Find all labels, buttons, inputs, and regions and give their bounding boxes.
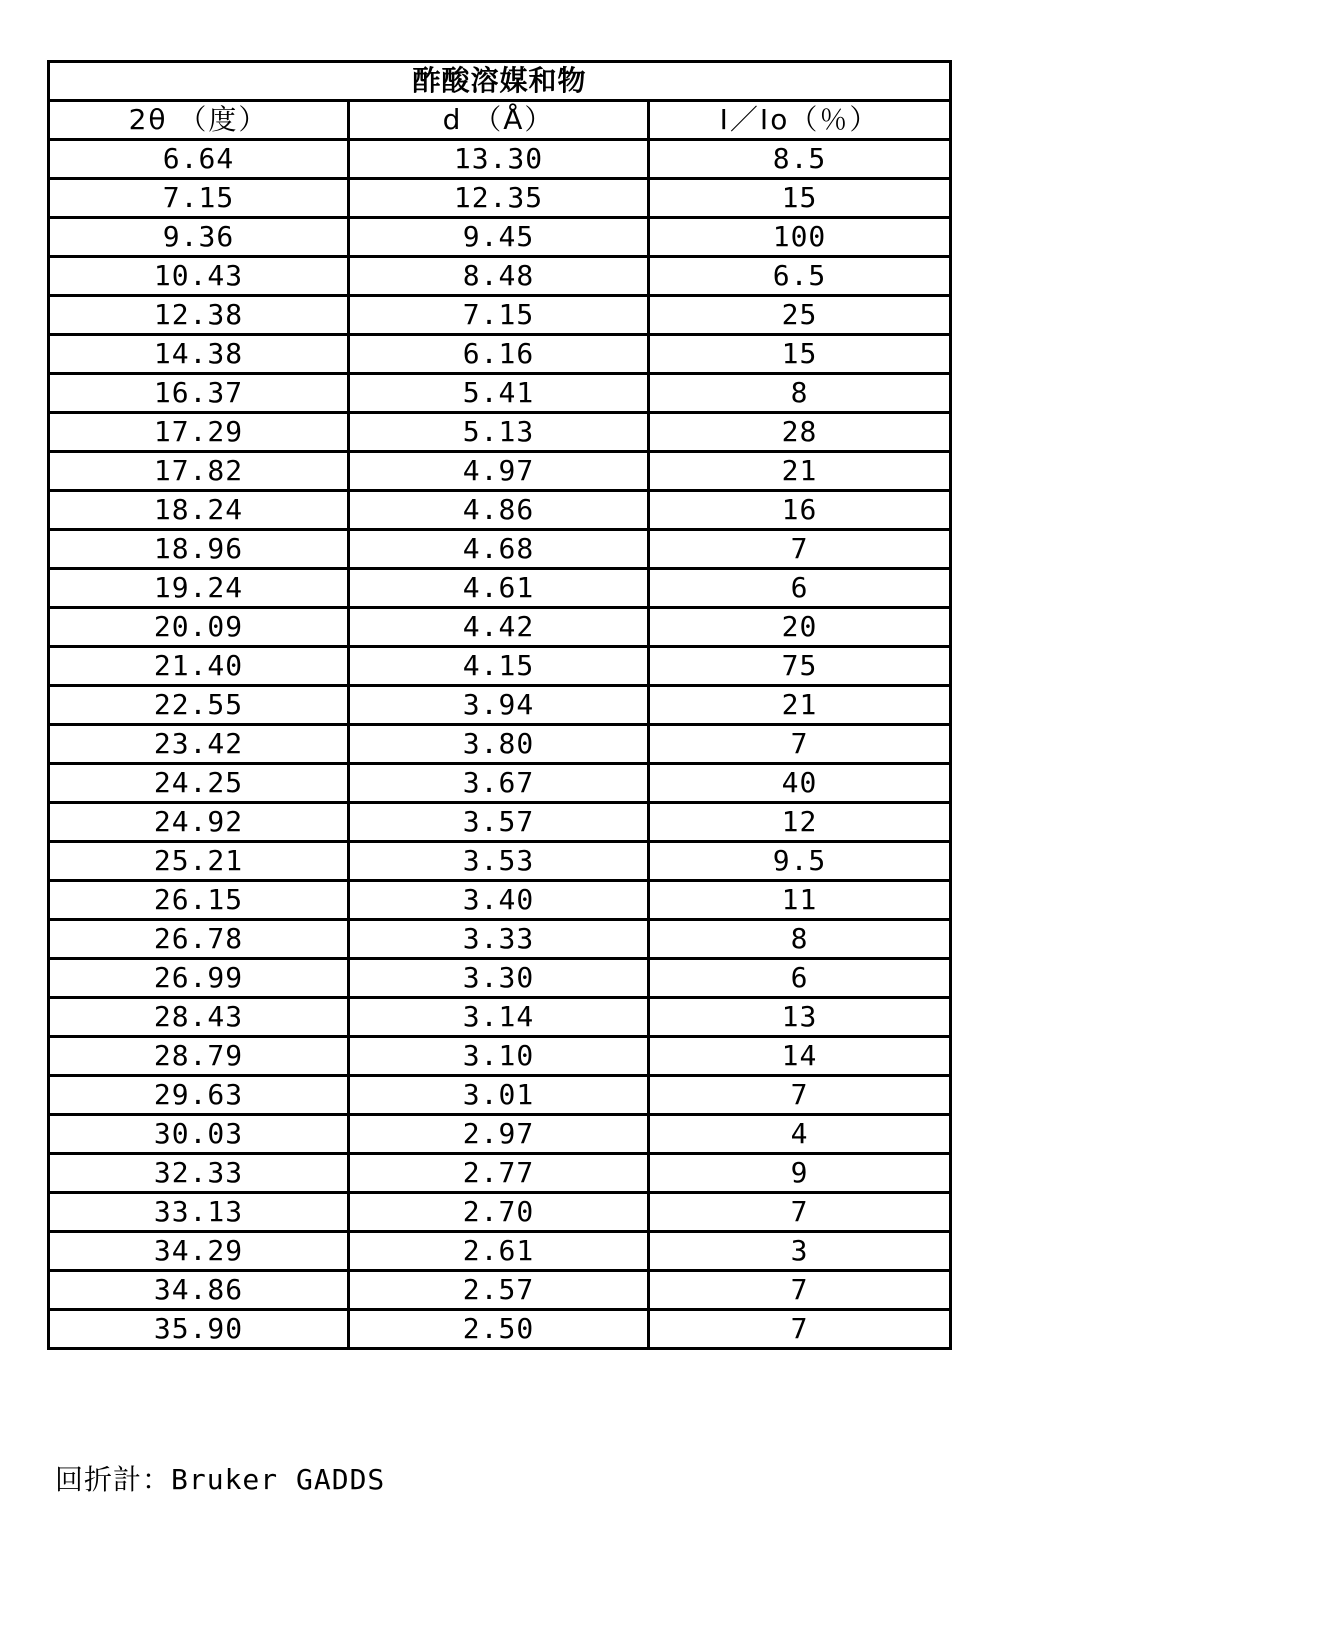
cell-two-theta: 17.29 bbox=[49, 413, 349, 452]
cell-two-theta: 24.25 bbox=[49, 764, 349, 803]
cell-relative-intensity: 9.5 bbox=[649, 842, 951, 881]
cell-relative-intensity: 7 bbox=[649, 1271, 951, 1310]
cell-d-spacing: 3.67 bbox=[349, 764, 649, 803]
cell-d-spacing: 3.40 bbox=[349, 881, 649, 920]
cell-d-spacing: 2.61 bbox=[349, 1232, 649, 1271]
table-row bbox=[49, 257, 951, 296]
cell-d-spacing: 4.15 bbox=[349, 647, 649, 686]
cell-d-spacing: 4.61 bbox=[349, 569, 649, 608]
table-row bbox=[49, 1154, 951, 1193]
cell-d-spacing: 3.30 bbox=[349, 959, 649, 998]
cell-relative-intensity: 7 bbox=[649, 1193, 951, 1232]
cell-relative-intensity: 7 bbox=[649, 1310, 951, 1349]
table-row bbox=[49, 998, 951, 1037]
table-row bbox=[49, 1310, 951, 1349]
cell-two-theta: 18.24 bbox=[49, 491, 349, 530]
cell-d-spacing: 2.97 bbox=[349, 1115, 649, 1154]
table-title-row bbox=[49, 62, 951, 101]
table-row bbox=[49, 725, 951, 764]
cell-two-theta: 26.78 bbox=[49, 920, 349, 959]
cell-two-theta: 34.29 bbox=[49, 1232, 349, 1271]
cell-d-spacing: 2.77 bbox=[349, 1154, 649, 1193]
table-row bbox=[49, 530, 951, 569]
cell-d-spacing: 3.14 bbox=[349, 998, 649, 1037]
cell-relative-intensity: 9 bbox=[649, 1154, 951, 1193]
table-row bbox=[49, 1076, 951, 1115]
cell-two-theta: 32.33 bbox=[49, 1154, 349, 1193]
table-body bbox=[49, 140, 951, 1349]
cell-d-spacing: 13.30 bbox=[349, 140, 649, 179]
cell-two-theta: 9.36 bbox=[49, 218, 349, 257]
table-row bbox=[49, 803, 951, 842]
cell-two-theta: 17.82 bbox=[49, 452, 349, 491]
cell-two-theta: 10.43 bbox=[49, 257, 349, 296]
table-row bbox=[49, 296, 951, 335]
cell-d-spacing: 2.50 bbox=[349, 1310, 649, 1349]
cell-d-spacing: 6.16 bbox=[349, 335, 649, 374]
cell-two-theta: 16.37 bbox=[49, 374, 349, 413]
cell-d-spacing: 12.35 bbox=[349, 179, 649, 218]
cell-d-spacing: 7.15 bbox=[349, 296, 649, 335]
cell-relative-intensity: 8.5 bbox=[649, 140, 951, 179]
table-row bbox=[49, 608, 951, 647]
cell-relative-intensity: 7 bbox=[649, 725, 951, 764]
table-header-row bbox=[49, 101, 951, 140]
cell-two-theta: 34.86 bbox=[49, 1271, 349, 1310]
cell-d-spacing: 2.70 bbox=[349, 1193, 649, 1232]
cell-relative-intensity: 25 bbox=[649, 296, 951, 335]
cell-two-theta: 35.90 bbox=[49, 1310, 349, 1349]
cell-two-theta: 14.38 bbox=[49, 335, 349, 374]
column-header-two-theta: 2θ （度） bbox=[49, 101, 349, 140]
table-row bbox=[49, 881, 951, 920]
cell-two-theta: 18.96 bbox=[49, 530, 349, 569]
table-row bbox=[49, 413, 951, 452]
cell-two-theta: 26.15 bbox=[49, 881, 349, 920]
table-row bbox=[49, 1115, 951, 1154]
cell-relative-intensity: 11 bbox=[649, 881, 951, 920]
table-row bbox=[49, 569, 951, 608]
cell-relative-intensity: 3 bbox=[649, 1232, 951, 1271]
table-row bbox=[49, 647, 951, 686]
cell-two-theta: 23.42 bbox=[49, 725, 349, 764]
cell-two-theta: 19.24 bbox=[49, 569, 349, 608]
table-row bbox=[49, 374, 951, 413]
xrd-peak-table bbox=[47, 60, 952, 1350]
cell-relative-intensity: 13 bbox=[649, 998, 951, 1037]
table-row bbox=[49, 764, 951, 803]
cell-two-theta: 7.15 bbox=[49, 179, 349, 218]
cell-d-spacing: 3.10 bbox=[349, 1037, 649, 1076]
table-row bbox=[49, 179, 951, 218]
cell-relative-intensity: 21 bbox=[649, 686, 951, 725]
xrd-peak-table-container bbox=[47, 60, 949, 1350]
cell-d-spacing: 9.45 bbox=[349, 218, 649, 257]
cell-two-theta: 6.64 bbox=[49, 140, 349, 179]
cell-d-spacing: 4.68 bbox=[349, 530, 649, 569]
cell-two-theta: 21.40 bbox=[49, 647, 349, 686]
cell-d-spacing: 3.94 bbox=[349, 686, 649, 725]
table-row bbox=[49, 1193, 951, 1232]
cell-d-spacing: 5.41 bbox=[349, 374, 649, 413]
table-row bbox=[49, 1037, 951, 1076]
diffractometer-footnote: 回折計：Bruker GADDS bbox=[55, 1463, 386, 1496]
cell-relative-intensity: 15 bbox=[649, 335, 951, 374]
table-row bbox=[49, 686, 951, 725]
table-row bbox=[49, 218, 951, 257]
table-row bbox=[49, 920, 951, 959]
cell-relative-intensity: 28 bbox=[649, 413, 951, 452]
cell-relative-intensity: 15 bbox=[649, 179, 951, 218]
cell-relative-intensity: 6.5 bbox=[649, 257, 951, 296]
cell-two-theta: 28.79 bbox=[49, 1037, 349, 1076]
cell-relative-intensity: 6 bbox=[649, 959, 951, 998]
table-row bbox=[49, 959, 951, 998]
cell-d-spacing: 3.33 bbox=[349, 920, 649, 959]
cell-d-spacing: 8.48 bbox=[349, 257, 649, 296]
cell-relative-intensity: 21 bbox=[649, 452, 951, 491]
cell-d-spacing: 4.42 bbox=[349, 608, 649, 647]
cell-relative-intensity: 8 bbox=[649, 920, 951, 959]
cell-two-theta: 25.21 bbox=[49, 842, 349, 881]
cell-two-theta: 28.43 bbox=[49, 998, 349, 1037]
cell-d-spacing: 3.53 bbox=[349, 842, 649, 881]
table-row bbox=[49, 491, 951, 530]
cell-relative-intensity: 12 bbox=[649, 803, 951, 842]
cell-relative-intensity: 6 bbox=[649, 569, 951, 608]
cell-two-theta: 26.99 bbox=[49, 959, 349, 998]
table-row bbox=[49, 452, 951, 491]
cell-relative-intensity: 16 bbox=[649, 491, 951, 530]
table-row bbox=[49, 1232, 951, 1271]
cell-two-theta: 24.92 bbox=[49, 803, 349, 842]
cell-d-spacing: 4.97 bbox=[349, 452, 649, 491]
cell-relative-intensity: 100 bbox=[649, 218, 951, 257]
cell-two-theta: 12.38 bbox=[49, 296, 349, 335]
table-row bbox=[49, 842, 951, 881]
cell-relative-intensity: 40 bbox=[649, 764, 951, 803]
table-title: 酢酸溶媒和物 bbox=[49, 62, 951, 101]
cell-d-spacing: 2.57 bbox=[349, 1271, 649, 1310]
cell-relative-intensity: 14 bbox=[649, 1037, 951, 1076]
cell-two-theta: 29.63 bbox=[49, 1076, 349, 1115]
cell-relative-intensity: 4 bbox=[649, 1115, 951, 1154]
cell-relative-intensity: 7 bbox=[649, 1076, 951, 1115]
cell-two-theta: 22.55 bbox=[49, 686, 349, 725]
table-row bbox=[49, 140, 951, 179]
cell-d-spacing: 3.80 bbox=[349, 725, 649, 764]
cell-relative-intensity: 7 bbox=[649, 530, 951, 569]
column-header-d-spacing: d （Å） bbox=[349, 101, 649, 140]
cell-relative-intensity: 75 bbox=[649, 647, 951, 686]
cell-d-spacing: 4.86 bbox=[349, 491, 649, 530]
column-header-relative-intensity: Ⅰ／Ⅰo（％） bbox=[649, 101, 951, 140]
table-row bbox=[49, 335, 951, 374]
cell-two-theta: 20.09 bbox=[49, 608, 349, 647]
cell-two-theta: 33.13 bbox=[49, 1193, 349, 1232]
cell-two-theta: 30.03 bbox=[49, 1115, 349, 1154]
cell-d-spacing: 3.01 bbox=[349, 1076, 649, 1115]
cell-relative-intensity: 20 bbox=[649, 608, 951, 647]
table-row bbox=[49, 1271, 951, 1310]
cell-relative-intensity: 8 bbox=[649, 374, 951, 413]
cell-d-spacing: 5.13 bbox=[349, 413, 649, 452]
cell-d-spacing: 3.57 bbox=[349, 803, 649, 842]
